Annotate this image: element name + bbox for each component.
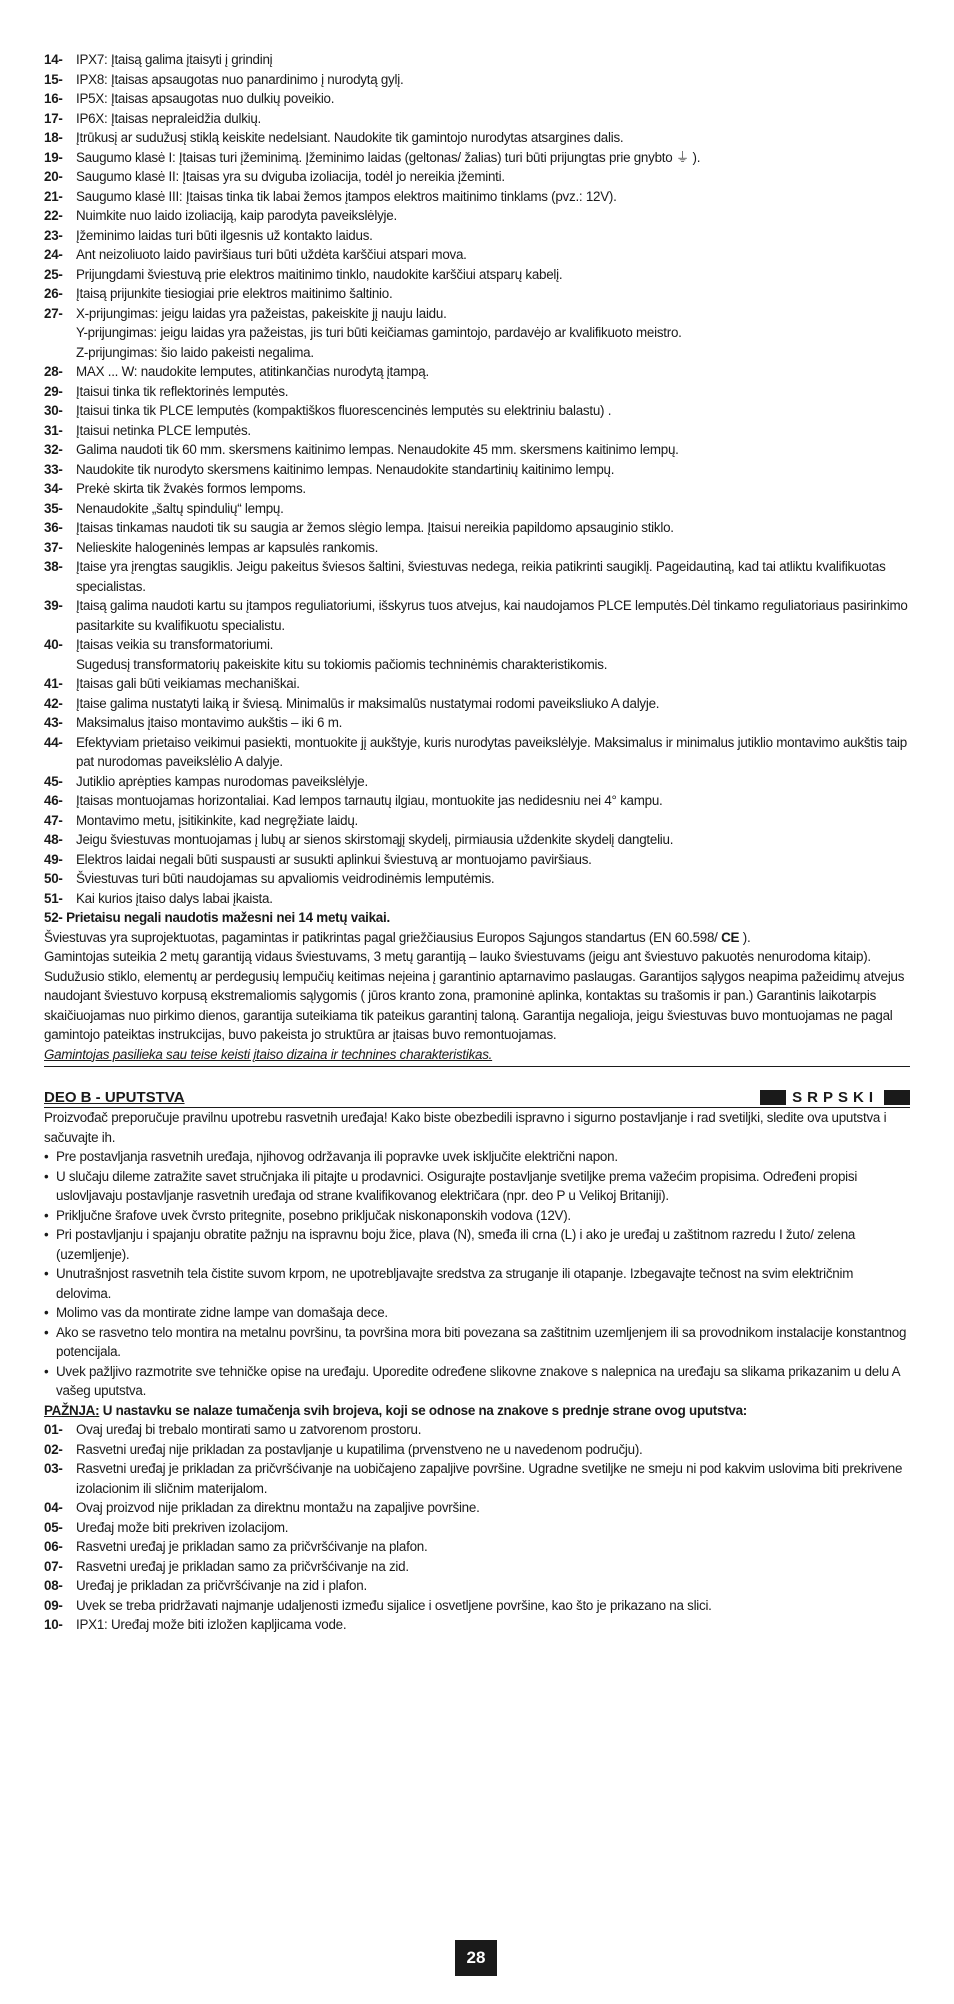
sr-item-text: Uređaj može biti prekriven izolacijom.	[76, 1519, 289, 1535]
lt-item-text: Montavimo metu, įsitikinkite, kad negręžiate laidų.	[76, 812, 358, 828]
lt-item	[44, 557, 910, 596]
lt-item-number: 47-	[44, 812, 63, 828]
lt-item-text: Įtaise yra įrengtas saugiklis. Jeigu pakeitus šviesos šaltini, šviestuvas nedega, reikia patikrinti saugiklį. Pageidautiną, kad tai atliktu kvalifikuotas specialistas.	[76, 559, 886, 594]
lt-item	[44, 226, 910, 246]
sr-bullet-item	[44, 1206, 910, 1226]
sr-bullet-item	[44, 1225, 910, 1264]
section-title: DEO B - UPUTSTVA	[44, 1089, 185, 1106]
lt-item	[44, 811, 910, 831]
lt-item-number: 23-	[44, 227, 63, 243]
lt-item-text: Įtaise galima nustatyti laiką ir šviesą. Minimalūs ir maksimalūs nustatymai rodomi paveiksliuko A dalyje.	[76, 695, 660, 711]
lt-item	[44, 479, 910, 499]
lt-item-text: Prijungdami šviestuvą prie elektros maitinimo tinklo, naudokite karščiui atsparų kabelį.	[76, 266, 563, 282]
lt-item-text: Saugumo klasė II: Įtaisas yra su dviguba izoliacija, todėl jo nereikia įžeminti.	[76, 169, 505, 184]
serbian-bullets	[44, 1147, 910, 1401]
sr-bullet-text: Pri postavljanju i spajanju obratite pažnju na ispravnu boju žice, plava (N), smeđa ili crna (L) i ako je uređaj u zaštitnom razredu I žuto/ zelena (uzemljenje).	[56, 1227, 856, 1262]
lt-item	[44, 284, 910, 304]
sr-item-text: Rasvetni uređaj je prikladan samo za pričvršćivanje na plafon.	[76, 1539, 428, 1554]
lt-item	[44, 518, 910, 538]
lt-item-number: 43-	[44, 715, 63, 730]
sr-item-text: Rasvetni uređaj je prikladan za pričvršćivanje na uobičajeno zapaljive površine. Ugradne svetiljke ne smeju ni pod kakvim uslovima biti prekrivene izolacionim ili sličnim materijalom.	[76, 1461, 903, 1496]
sr-item-number: 02-	[44, 1441, 63, 1457]
sr-bullet-text: Unutrašnjost rasvetnih tela čistite suvom krpom, ne upotrebljavajte sredstva za struganje ili otapanje. Izbegavajte tečnost na svim električnim delovima.	[56, 1266, 854, 1301]
lt-item-number: 38-	[44, 559, 63, 574]
lt-item-text: Įtaisą galima naudoti kartu su įtampos reguliatoriumi, išskyrus tuos atvejus, kai naudojamos PLCE lemputės.Dėl tinkamo reguliatoriaus pasirinkimo pasitarkite su kvalifikuotu specialistu.	[76, 598, 908, 633]
lt-item-number: 18-	[44, 130, 63, 145]
lt-item-number: 14-	[44, 52, 63, 67]
lithuanian-list	[44, 50, 910, 908]
bullet-icon: •	[44, 1324, 49, 1340]
language-bar-left	[760, 1090, 786, 1105]
sr-item-number: 01-	[44, 1422, 63, 1437]
serbian-list	[44, 1420, 910, 1635]
lt-item-text: Įžeminimo laidas turi būti ilgesnis už kontakto laidus.	[76, 227, 373, 243]
sr-item-number: 07-	[44, 1558, 63, 1574]
lt-item-number: 30-	[44, 403, 63, 418]
lt-item-text: Elektros laidai negali būti suspausti ar susukti aplinkui šviestuvą ar montuojamo paviršiaus.	[76, 851, 592, 867]
lt-standards-text: Šviestuvas yra suprojektuotas, pagamintas ir patikrintas pagal griežčiausius Europos Sąjungos standartus (EN 60.598/	[44, 929, 718, 945]
lt-item-number: 49-	[44, 851, 63, 867]
sr-item-number: 09-	[44, 1597, 63, 1613]
sr-bullet-item	[44, 1303, 910, 1323]
lt-item	[44, 421, 910, 441]
lt-item-number: 17-	[44, 110, 63, 126]
sr-item	[44, 1557, 910, 1577]
lt-item-text: IP6X: Įtaisas nepraleidžia dulkių.	[76, 110, 262, 126]
sr-bullet-item	[44, 1167, 910, 1206]
sr-item-number: 10-	[44, 1617, 63, 1632]
lt-standards-end: ).	[742, 929, 751, 945]
lt-item	[44, 206, 910, 226]
sr-item-text: IPX1: Uređaj može biti izložen kapljicama vode.	[76, 1617, 347, 1632]
sr-item	[44, 1576, 910, 1596]
lt-item-text: Saugumo klasė I: Įtaisas turi įžeminimą. Įžeminimo laidas (geltonas/ žalias) turi būti prijungtas prie gnybto ⏚ ).	[76, 149, 701, 165]
lt-item-text: Maksimalus įtaiso montavimo aukštis – iki 6 m.	[76, 715, 343, 730]
sr-bullet-text: Molimo vas da montirate zidne lampe van domašaja dece.	[56, 1305, 388, 1320]
sr-bullet-item	[44, 1147, 910, 1167]
lt-item-number: 46-	[44, 793, 63, 808]
lt-item-text: Įtaisas montuojamas horizontaliai. Kad lempos tarnautų ilgiau, montuokite jas nedidesniu nei 4° kampu.	[76, 793, 663, 808]
lt-item-number: 16-	[44, 91, 63, 106]
lt-item-number: 22-	[44, 208, 63, 223]
lt-item-number: 51-	[44, 890, 63, 906]
lt-item	[44, 382, 910, 402]
sr-item-text: Ovaj proizvod nije prikladan za direktnu montažu na zapaljive površine.	[76, 1500, 480, 1515]
serbian-section-header	[44, 1089, 910, 1108]
lt-item-number: 33-	[44, 461, 63, 477]
sr-item	[44, 1440, 910, 1460]
lt-item-number: 24-	[44, 247, 63, 262]
sr-item	[44, 1615, 910, 1635]
lt-item	[44, 850, 910, 870]
lt-item-number: 37-	[44, 539, 63, 555]
sr-bullet-text: Priključne šrafove uvek čvrsto pritegnite, posebno priključak niskonaponskih vodova (12V).	[56, 1207, 571, 1223]
lt-item-text: IPX8: Įtaisas apsaugotas nuo panardinimo į nurodytą gylį.	[76, 71, 404, 87]
sr-item	[44, 1596, 910, 1616]
lt-item-number: 31-	[44, 422, 63, 438]
sr-bullet-text: Uvek pažljivo razmotrite sve tehničke opise na uređaju. Uporedite određene slikovne znakove s nalepnica na uređaju sa slikama prikazanim u delu A vašeg uputstva.	[56, 1363, 900, 1398]
sr-item-text: Uređaj je prikladan za pričvršćivanje na zid i plafon.	[76, 1578, 367, 1593]
sr-item	[44, 1459, 910, 1498]
lt-item-number: 21-	[44, 188, 63, 204]
lt-item-text: Įtaisui tinka tik reflektorinės lemputės.	[76, 383, 289, 399]
lt-item-text: IPX7: Įtaisą galima įtaisyti į grindinį	[76, 52, 273, 67]
lt-item-text: Nuimkite nuo laido izoliaciją, kaip parodyta paveikslėlyje.	[76, 208, 397, 223]
lt-item	[44, 265, 910, 285]
lt-item-text: Saugumo klasė III: Įtaisas tinka tik labai žemos įtampos elektros maitinimo tinklams (pvz.: 12V).	[76, 188, 617, 204]
lt-item	[44, 713, 910, 733]
sr-item	[44, 1498, 910, 1518]
lt-item	[44, 499, 910, 519]
lt-item-number: 26-	[44, 286, 63, 301]
lt-item-number: 15-	[44, 71, 63, 87]
lt-item-number: 29-	[44, 383, 63, 399]
lt-item	[44, 304, 910, 363]
lt-item-number: 36-	[44, 520, 63, 535]
bullet-icon: •	[44, 1149, 49, 1164]
lt-item	[44, 538, 910, 558]
lt-item	[44, 167, 910, 187]
sr-bullet-text: Ako se rasvetno telo montira na metalnu površinu, ta površina mora biti povezana sa zaštitnim uzemljenjem ili sa provodnikom instalacije konstantnog potencijala.	[56, 1324, 907, 1359]
lt-item-text: Įtaisą prijunkite tiesiogiai prie elektros maitinimo šaltinio.	[76, 286, 393, 301]
lt-item	[44, 869, 910, 889]
lt-item-text: Įtaisui tinka tik PLCE lemputės (kompaktiškos fluorescencinės lemputės su elektriniu balastu) .	[76, 403, 612, 418]
lt-item-number: 25-	[44, 266, 63, 282]
lt-item-text: Įtrūkusį ar sudužusį stiklą keiskite nedelsiant. Naudokite tik gamintojo nurodytas atsargines dalis.	[76, 130, 624, 145]
bullet-icon: •	[44, 1207, 49, 1223]
lt-item-text: Įtaisui netinka PLCE lemputės.	[76, 422, 251, 438]
lt-item	[44, 187, 910, 207]
sr-item-number: 05-	[44, 1519, 63, 1535]
lt-item-text: Jutiklio aprėpties kampas nurodomas paveikslėlyje.	[76, 773, 368, 789]
attention-line	[44, 1401, 910, 1421]
language-tab	[760, 1089, 910, 1106]
lt-item	[44, 89, 910, 109]
lt-item-number: 40-	[44, 637, 63, 652]
lt-item-number: 34-	[44, 481, 63, 496]
sr-bullet-item	[44, 1362, 910, 1401]
bullet-icon: •	[44, 1305, 49, 1320]
lt-item-number: 19-	[44, 149, 63, 165]
lt-item	[44, 674, 910, 694]
lt-item-number: 50-	[44, 871, 63, 886]
lt-item	[44, 460, 910, 480]
sr-bullet-item	[44, 1323, 910, 1362]
lt-item	[44, 128, 910, 148]
sr-bullet-item	[44, 1264, 910, 1303]
lt-item	[44, 362, 910, 382]
lt-item	[44, 889, 910, 909]
lt-item-text: X-prijungimas: jeigu laidas yra pažeistas, pakeiskite jį nauju laidu. Y-prijungimas: jeigu laidas yra pažeistas, jis turi būti keičiamas gamintojo, pardavėjo ar kvalifikuoto meistro. Z-prijungimas: šio laido pakeisti negalima.	[76, 305, 682, 360]
lt-item	[44, 109, 910, 129]
document-page	[44, 50, 910, 1635]
sr-item-text: Rasvetni uređaj je prikladan samo za pričvršćivanje na zid.	[76, 1558, 409, 1574]
lt-item	[44, 635, 910, 674]
sr-item-number: 03-	[44, 1461, 63, 1476]
bullet-icon: •	[44, 1363, 49, 1379]
lt-item-text: Nelieskite halogeninės lempas ar kapsulės rankomis.	[76, 539, 379, 555]
lt-item	[44, 830, 910, 850]
lt-item-text: Šviestuvas turi būti naudojamas su apvaliomis veidrodinėmis lemputėmis.	[76, 871, 495, 886]
lt-item-number: 20-	[44, 169, 63, 184]
lt-item-text: Jeigu šviestuvas montuojamas į lubų ar sienos skirstomąjį skydelį, pirmiausia uždenkite skydelį dangteliu.	[76, 832, 674, 847]
lt-item	[44, 245, 910, 265]
lt-item-text: Įtaisas veikia su transformatoriumi. Sugedusį transformatorių pakeiskite kitu su tokiomis pačiomis techninėmis charakteristikomis.	[76, 637, 608, 672]
ce-mark: CE	[721, 929, 740, 945]
sr-item	[44, 1518, 910, 1538]
sr-item-text: Ovaj uređaj bi trebalo montirati samo u zatvorenom prostoru.	[76, 1422, 422, 1437]
sr-bullet-text: Pre postavljanja rasvetnih uređaja, njihovog održavanja ili popravke uvek isključite električni napon.	[56, 1149, 618, 1164]
sr-item-number: 08-	[44, 1578, 63, 1593]
lt-item-number: 42-	[44, 695, 63, 711]
lt-item-text: IP5X: Įtaisas apsaugotas nuo dulkių poveikio.	[76, 91, 335, 106]
lt-item-text: Nenaudokite „šaltų spindulių“ lempų.	[76, 500, 284, 516]
lt-item-text: Įtaisas gali būti veikiamas mechaniškai.	[76, 676, 300, 691]
lt-item-number: 28-	[44, 364, 63, 379]
sr-item-text: Uvek se treba pridržavati najmanje udaljenosti između sijalice i osvetljene površine, kao što je prikazano na slici.	[76, 1597, 712, 1613]
lt-item	[44, 70, 910, 90]
lt-item-text: Įtaisas tinkamas naudoti tik su saugia ar žemos slėgio lempa. Įtaisui nereikia papildomo apsauginio stiklo.	[76, 520, 674, 535]
sr-item	[44, 1537, 910, 1557]
bullet-icon: •	[44, 1266, 49, 1281]
lt-item-number: 41-	[44, 676, 63, 691]
lt-item	[44, 401, 910, 421]
lt-warranty-paragraph: Gamintojas suteikia 2 metų garantiją vidaus šviestuvams, 3 metų garantiją – lauko šviestuvams (jeigu ant šviestuvo pakuotės nenurodoma kitaip). Sudužusio stiklo, elementų ar perdegusių lempučių keitimas neįeina į garantinio aptarnavimo paslaugas. Garantijos sąlygos neapima pažeidimų atvejus naudojant šviestuvo korpusą ekstremaliomis sąlygomis ( jūros kranto zona, pramoninė aplinka, kontaktas su trašomis ir pan.) Garantinis laikotarpis skaičiuojamas nuo pirkimo dienos, garantija suteikiama tik pateikus garantinį taloną. Garantija negalioja, jeigu šviestuvas buvo montuojamas ne pagal gamintojo pateiktas instrukcijas, buvo pakeista jo struktūra ar įtaisas buvo remontuojamas.	[44, 949, 905, 1042]
page-number: 28	[455, 1940, 497, 1976]
section-divider	[44, 1066, 910, 1067]
lt-rights-note: Gamintojas pasilieka sau teise keisti įtaiso dizaina ir technines charakteristikas.	[44, 1046, 493, 1062]
language-label: SRPSKI	[792, 1089, 878, 1106]
lt-item-number: 35-	[44, 500, 63, 516]
lt-item	[44, 791, 910, 811]
lt-item-text: Efektyviam prietaiso veikimui pasiekti, montuokite jį aukštyje, kuris nurodytas paveikslėlyje. Maksimalus ir minimalus jutiklio montavimo aukštis taip pat nurodomas paveikslėlio A dalyje.	[76, 734, 907, 769]
lt-standards-paragraph	[44, 928, 910, 948]
lt-item-number: 27-	[44, 305, 63, 321]
lt-item	[44, 596, 910, 635]
lt-item-text: Prekė skirta tik žvakės formos lempoms.	[76, 481, 306, 496]
lt-item-52	[44, 908, 910, 928]
lt-item-text: MAX ... W: naudokite lemputes, atitinkančias nurodytą įtampą.	[76, 364, 429, 379]
bullet-icon: •	[44, 1168, 49, 1184]
lt-item	[44, 440, 910, 460]
sr-item	[44, 1420, 910, 1440]
lt-item	[44, 148, 910, 168]
sr-item-text: Rasvetni uređaj nije prikladan za postavljanje u kupatilima (prvenstveno ne u navedenom području).	[76, 1441, 643, 1457]
sr-item-number: 06-	[44, 1539, 63, 1554]
lt-item-text: Ant neizoliuoto laido paviršiaus turi būti uždėta karščiui atspari mova.	[76, 247, 467, 262]
lt-item-number: 48-	[44, 832, 63, 847]
lt-item	[44, 694, 910, 714]
language-bar-right	[884, 1090, 910, 1105]
lt-item-number: 39-	[44, 598, 63, 613]
sr-intro: Proizvođač preporučuje pravilnu upotrebu rasvetnih uređaja! Kako biste obezbedili ispravno i sigurno postavljanje i rad svetiljki, sledite ova uputstva i sačuvajte ih.	[44, 1110, 887, 1145]
lt-item-text: Galima naudoti tik 60 mm. skersmens kaitinimo lempas. Nenaudokite 45 mm. skersmens kaitinimo lempų.	[76, 442, 679, 457]
attention-label: PAŽNJA:	[44, 1402, 100, 1418]
attention-text: U nastavku se nalaze tumačenja svih brojeva, koji se odnose na znakove s prednje strane ovog uputstva:	[99, 1402, 748, 1418]
sr-item-number: 04-	[44, 1500, 63, 1515]
lt-item	[44, 772, 910, 792]
lt-item-text: Naudokite tik nurodyto skersmens kaitinimo lempas. Nenaudokite standartinių kaitinimo lempų.	[76, 461, 615, 477]
lt-item-number: 45-	[44, 773, 63, 789]
sr-bullet-text: U slučaju dileme zatražite savet stručnjaka ili pitajte u prodavnici. Osigurajte postavljanje svetiljke prema važećim propisima. Određeni propisi uslovljavaju postavljanje rasvetnih uređaja od strane kvalifikovanog električara (npr. deo P u Velikoj Britaniji).	[56, 1168, 858, 1203]
bullet-icon: •	[44, 1227, 49, 1242]
lt-item-52-text: 52- Prietaisu negali naudotis mažesni nei 14 metų vaikai.	[44, 910, 390, 925]
lt-item-number: 44-	[44, 734, 63, 750]
lt-item-number: 32-	[44, 442, 63, 457]
lt-item	[44, 733, 910, 772]
lt-item-text: Kai kurios įtaiso dalys labai įkaista.	[76, 890, 273, 906]
lt-item	[44, 50, 910, 70]
